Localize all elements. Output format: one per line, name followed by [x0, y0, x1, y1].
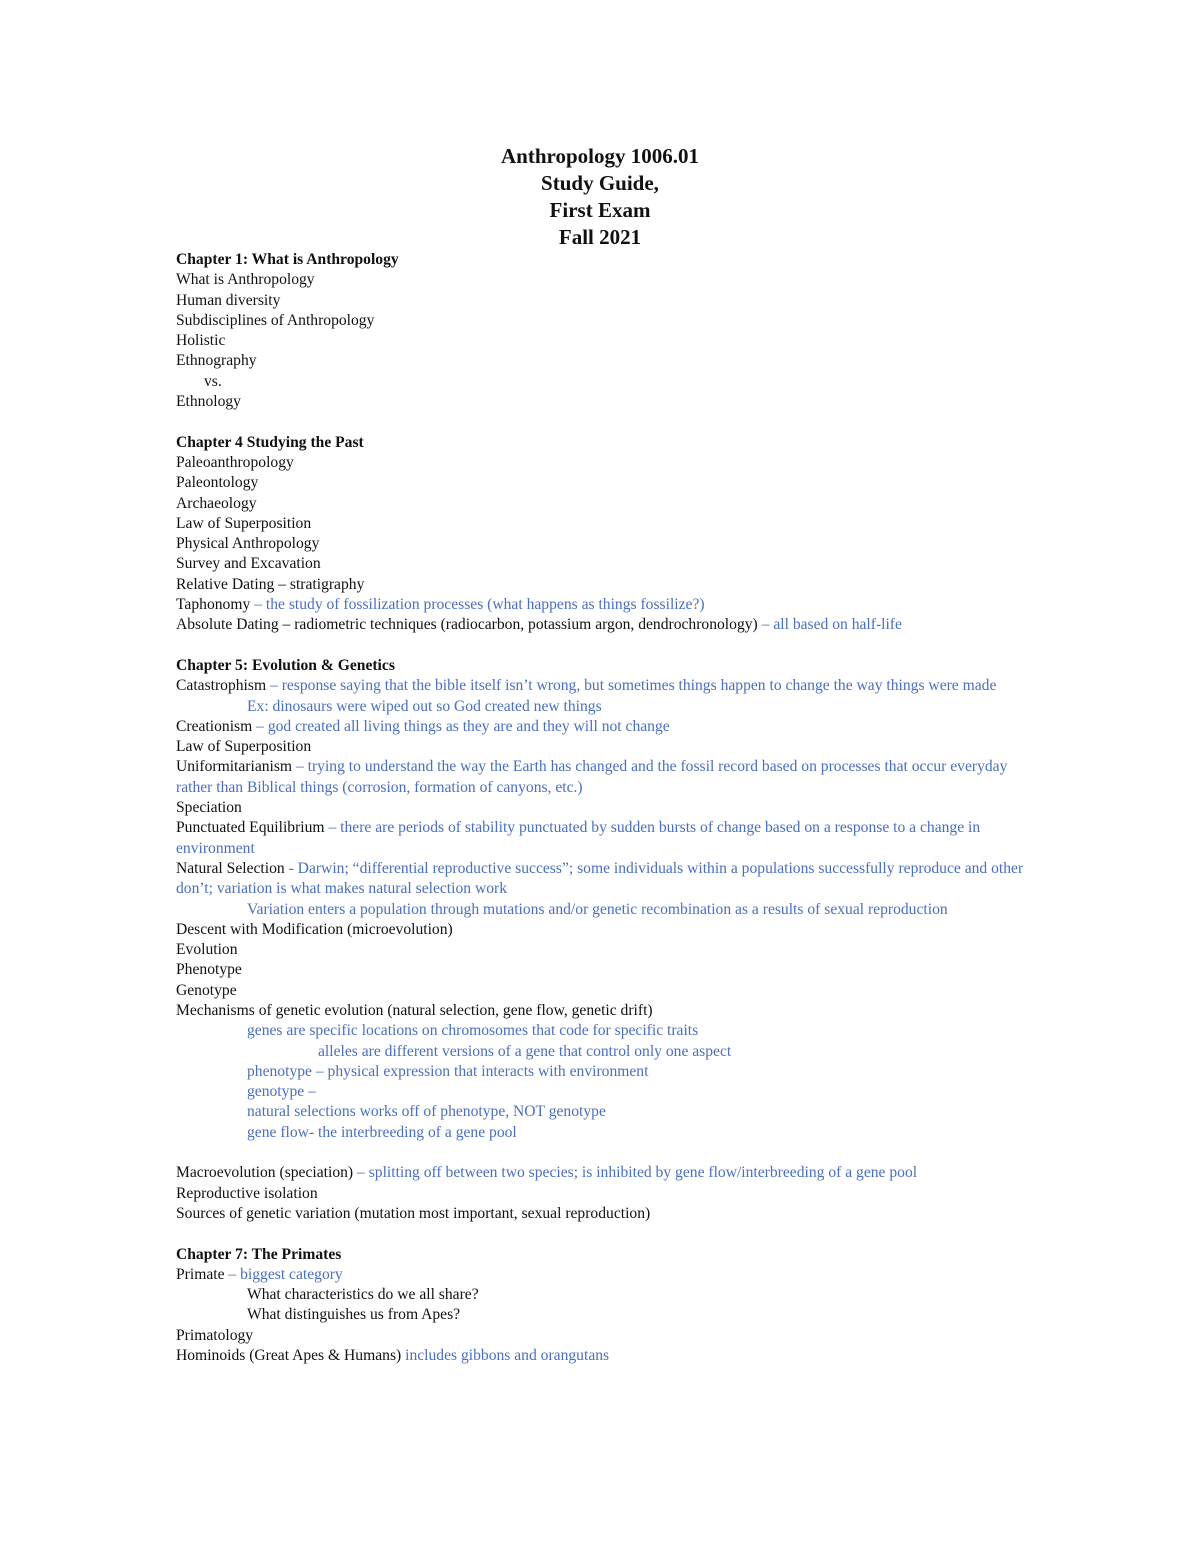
spacer [176, 636, 1036, 656]
term: Punctuated Equilibrium [176, 819, 325, 837]
study-note: genotype – [247, 1083, 316, 1101]
list-item: Holistic [176, 332, 226, 350]
term: Taphonomy [176, 596, 251, 614]
title-line-term: Fall 2021 [558, 225, 642, 249]
study-note: – response saying that the bible itself isn’t wrong, but sometimes things happen to change the way things were made [266, 677, 997, 695]
term: Uniformitarianism [176, 758, 293, 776]
study-note: – all based on half-life [757, 616, 902, 634]
list-item: Relative Dating – stratigraphy [176, 575, 365, 593]
list-item: Paleoanthropology [176, 453, 294, 471]
list-item: Genotype [176, 981, 237, 999]
study-note: – biggest category [224, 1265, 343, 1283]
term: Absolute Dating – radiometric techniques (radiocarbon, potassium argon, dendrochronology) [176, 616, 758, 634]
list-item: Sources of genetic variation (mutation most important, sexual reproduction) [176, 1204, 651, 1222]
list-item: What is Anthropology [176, 271, 315, 289]
list-item-hominoids [176, 1346, 1036, 1366]
spacer [176, 412, 1036, 432]
chapter-1-heading: Chapter 1: What is Anthropology [176, 251, 399, 268]
term: Hominoids (Great Apes & Humans) [176, 1347, 402, 1365]
chapter-5-heading: Chapter 5: Evolution & Genetics [176, 656, 395, 674]
list-item-creationism [176, 717, 1036, 737]
study-note: alleles are different versions of a gene that control only one aspect [318, 1042, 732, 1060]
list-item-punctuated-equilibrium [176, 818, 1036, 859]
list-item: Descent with Modification (microevolution) [176, 920, 453, 938]
term: Creationism [176, 717, 253, 735]
list-item: Physical Anthropology [176, 535, 320, 553]
list-item: Reproductive isolation [176, 1184, 318, 1202]
title-line-course: Anthropology 1006.01 [501, 144, 699, 168]
list-item-catastrophism [176, 676, 1036, 696]
list-item: Evolution [176, 941, 238, 959]
list-item: Law of Superposition [176, 514, 312, 532]
study-note: phenotype – physical expression that interacts with environment [247, 1062, 649, 1080]
term: Catastrophism [176, 677, 267, 695]
list-item: Subdisciplines of Anthropology [176, 311, 375, 329]
list-item-absolute-dating [176, 615, 1036, 635]
study-note: – god created all living things as they are and they will not change [252, 717, 670, 735]
chapter-4-heading: Chapter 4 Studying the Past [176, 433, 364, 451]
title-line-guide: Study Guide, [541, 171, 659, 195]
study-note: – the study of fossilization processes (what happens as things fossilize?) [250, 596, 705, 614]
document-body [176, 250, 1036, 1366]
document-title [0, 143, 1200, 251]
term: Natural Selection [176, 859, 285, 877]
study-note: – there are periods of stability punctuated by sudden bursts of change based on a response to a change in environment [176, 819, 981, 857]
list-item: Ethnology [176, 393, 241, 411]
list-item: Archaeology [176, 494, 257, 512]
study-note: gene flow- the interbreeding of a gene pool [247, 1123, 517, 1141]
study-note: – trying to understand the way the Earth has changed and the fossil record based on processes that occur everyday rather than Biblical things (corrosion, formation of canyons, etc.) [176, 758, 1008, 796]
study-note: natural selections works off of phenotype, NOT genotype [247, 1103, 606, 1121]
list-item: Primatology [176, 1326, 254, 1344]
list-item: Mechanisms of genetic evolution (natural selection, gene flow, genetic drift) [176, 1001, 653, 1019]
title-line-exam: First Exam [549, 198, 651, 222]
list-item: Ethnography [176, 352, 257, 370]
study-note: – splitting off between two species; is inhibited by gene flow/interbreeding of a gene pool [353, 1164, 918, 1182]
list-item-taphonomy [176, 595, 1036, 615]
list-item: Phenotype [176, 961, 242, 979]
chapter-7-heading: Chapter 7: The Primates [176, 1245, 342, 1263]
list-item-question: What characteristics do we all share? [247, 1286, 479, 1304]
study-note: - Darwin; “differential reproductive success”; some individuals within a populations successfully reproduce and other don’t; variation is what makes natural selection work [176, 859, 1024, 898]
list-item: Human diversity [176, 291, 281, 309]
spacer [176, 1224, 1036, 1244]
list-item-question: What distinguishes us from Apes? [247, 1306, 461, 1324]
list-item-primate [176, 1265, 1036, 1285]
list-item: vs. [204, 372, 222, 390]
term: Primate [176, 1265, 225, 1283]
list-item: Paleontology [176, 474, 259, 492]
list-item: Speciation [176, 799, 242, 817]
study-note: genes are specific locations on chromosomes that code for specific traits [247, 1022, 699, 1040]
term: Macroevolution (speciation) [176, 1164, 354, 1182]
list-item-macroevolution [176, 1163, 1036, 1183]
study-note-example: Ex: dinosaurs were wiped out so God created new things [247, 697, 602, 715]
study-note: includes gibbons and orangutans [401, 1347, 610, 1365]
list-item: Survey and Excavation [176, 555, 321, 573]
list-item: Law of Superposition [176, 738, 312, 756]
list-item-uniformitarianism [176, 757, 1036, 798]
list-item-natural-selection [176, 859, 1036, 900]
study-note-variation: Variation enters a population through mutations and/or genetic recombination as a results of sexual reproduction [247, 900, 948, 918]
spacer [176, 1143, 1036, 1163]
